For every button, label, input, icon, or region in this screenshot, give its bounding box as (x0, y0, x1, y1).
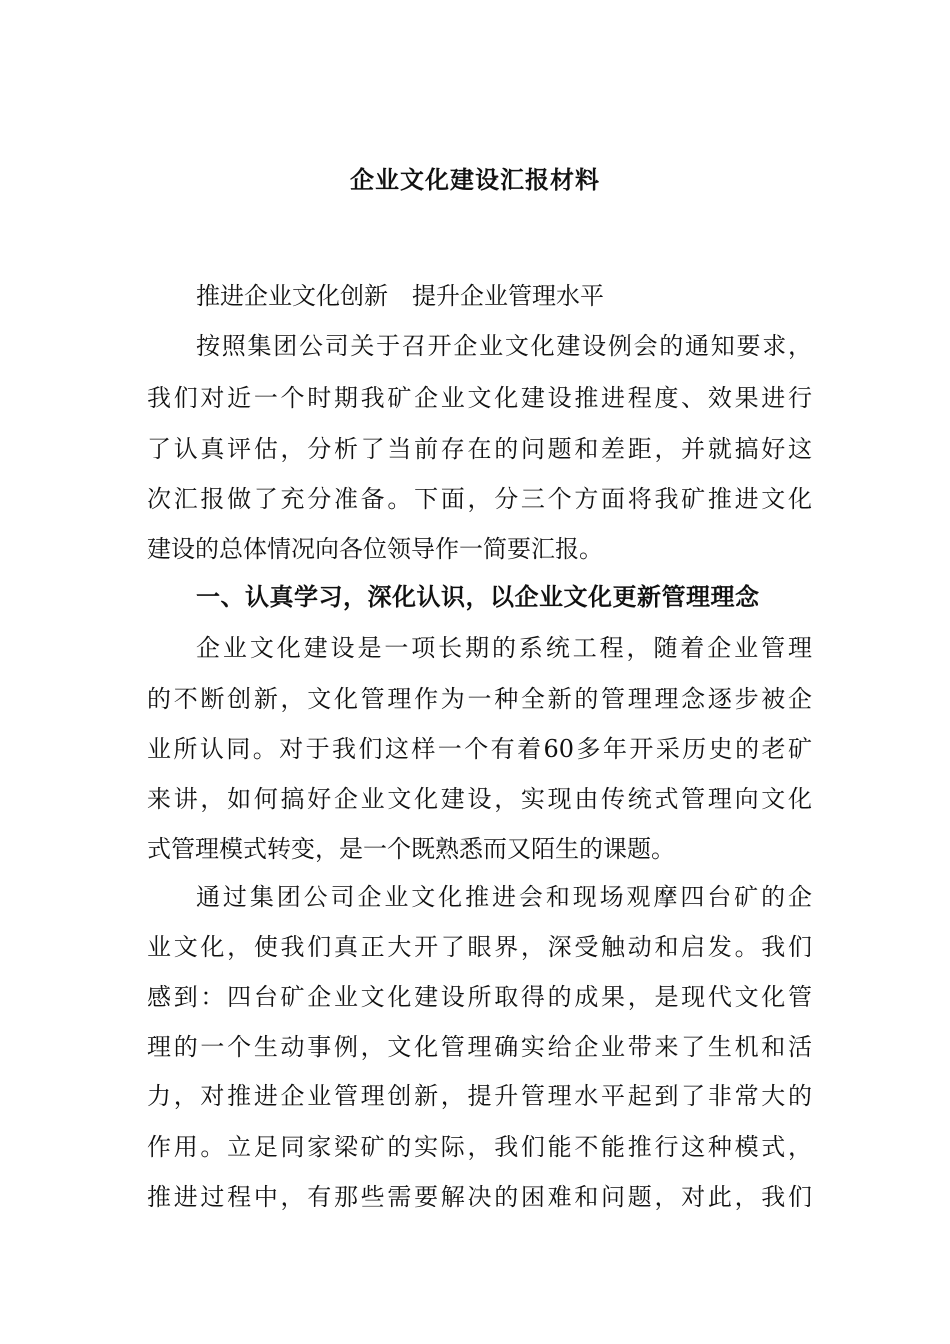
paragraph-line: 的不断创新，文化管理作为一种全新的管理理念逐步被企 (147, 685, 812, 713)
paragraph-line: 式管理模式转变，是一个既熟悉而又陌生的课题。 (147, 835, 675, 863)
paragraph-line: 建设的总体情况向各位领导作一简要汇报。 (147, 535, 603, 563)
paragraph-line: 推进过程中，有那些需要解决的困难和问题，对此，我们 (147, 1183, 812, 1211)
document-subtitle: 推进企业文化创新 提升企业管理水平 (196, 282, 604, 310)
paragraph-line: 通过集团公司企业文化推进会和现场观摩四台矿的企 (196, 883, 812, 911)
paragraph-line: 来讲，如何搞好企业文化建设，实现由传统式管理向文化 (147, 785, 812, 813)
paragraph-line: 作用。立足同家梁矿的实际，我们能不能推行这种模式， (147, 1133, 812, 1161)
paragraph-line: 感到：四台矿企业文化建设所取得的成果，是现代文化管 (147, 983, 812, 1011)
document-title: 企业文化建设汇报材料 (350, 165, 600, 194)
paragraph-line: 力，对推进企业管理创新，提升管理水平起到了非常大的 (147, 1082, 812, 1110)
paragraph-line: 业所认同。对于我们这样一个有着60多年开采历史的老矿 (147, 735, 812, 763)
paragraph-line: 了认真评估，分析了当前存在的问题和差距，并就搞好这 (147, 435, 812, 463)
paragraph-line: 企业文化建设是一项长期的系统工程，随着企业管理 (196, 634, 812, 662)
paragraph-line: 业文化，使我们真正大开了眼界，深受触动和启发。我们 (147, 933, 812, 961)
paragraph-line: 我们对近一个时期我矿企业文化建设推进程度、效果进行 (147, 384, 812, 412)
section-heading: 一、认真学习，深化认识，以企业文化更新管理理念 (196, 582, 760, 611)
paragraph-line: 理的一个生动事例，文化管理确实给企业带来了生机和活 (147, 1033, 812, 1061)
paragraph-line: 次汇报做了充分准备。下面，分三个方面将我矿推进文化 (147, 485, 812, 513)
paragraph-line: 按照集团公司关于召开企业文化建设例会的通知要求， (196, 332, 812, 360)
